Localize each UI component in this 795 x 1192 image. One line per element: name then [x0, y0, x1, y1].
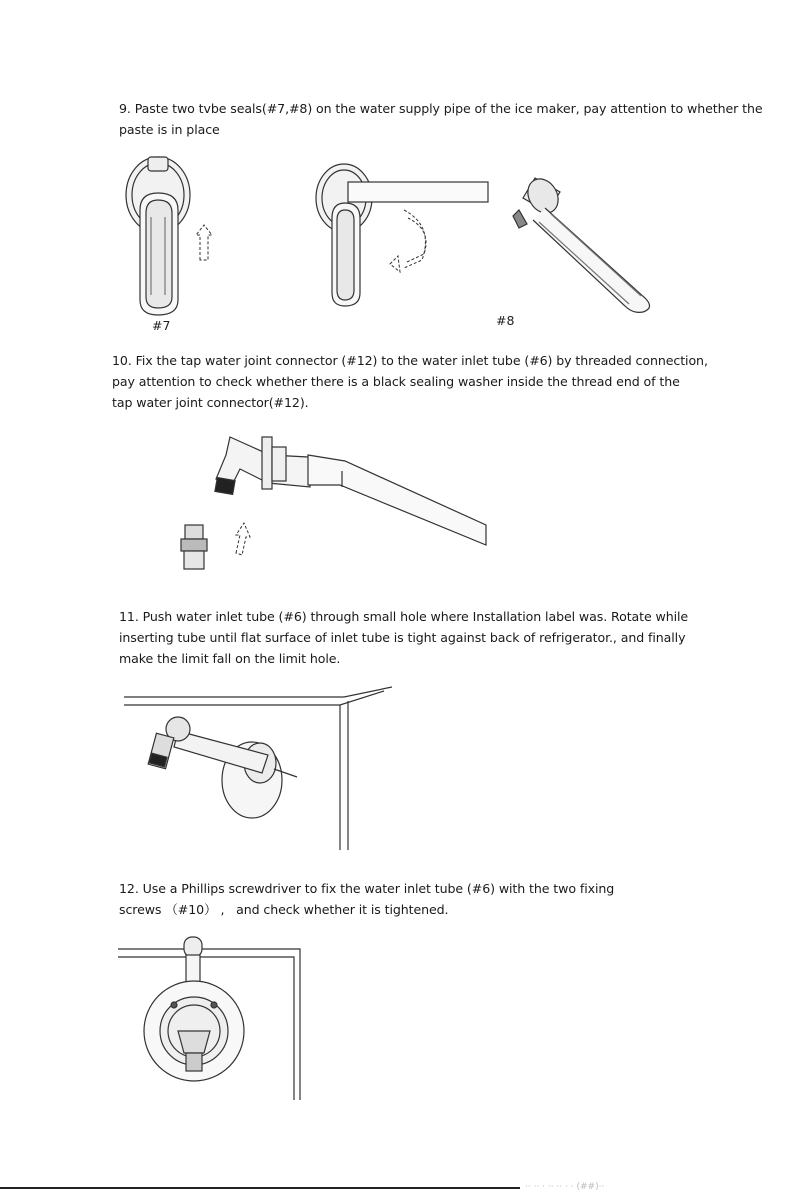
seal-8-label: #8: [496, 313, 515, 328]
screw-fixing-figure: [118, 935, 308, 1100]
seal-8-figure: [505, 170, 675, 315]
step-12-text: [119, 878, 614, 920]
step-11-line-3: make the limit fall on the limit hole.: [119, 651, 341, 666]
inlet-tube-connector-figure: [170, 425, 500, 585]
step-9-line-1: 9. Paste two tvbe seals(#7,#8) on the water supply pipe of the ice maker, pay attention to whether the: [119, 101, 763, 116]
refrigerator-back-inlet-figure: [122, 685, 392, 850]
step-11-line-2: inserting tube until flat surface of inlet tube is tight against back of refrigerator., and finally: [119, 630, 686, 645]
step-12-line-2: screws （#10） , and check whether it is tightened.: [119, 902, 449, 917]
step-10-line-2: pay attention to check whether there is a black sealing washer inside the thread end of the: [112, 374, 680, 389]
step-9-text: [119, 98, 762, 140]
step-12-line-1: 12. Use a Phillips screwdriver to fix the water inlet tube (#6) with the two fixing: [119, 881, 615, 896]
step-11-text: [119, 606, 688, 669]
footer-faint-text: ·· ·· · ·· ·· · · (##)··: [525, 1182, 605, 1192]
step-10-line-1: 10. Fix the tap water joint connector (#12) to the water inlet tube (#6) by threaded connection,: [112, 353, 708, 368]
step-10-text: [112, 350, 708, 413]
step-10-line-3: tap water joint connector(#12).: [112, 395, 309, 410]
step-11-line-1: 11. Push water inlet tube (#6) through small hole where Installation label was. Rotate while: [119, 609, 689, 624]
footer-rule: [0, 1187, 520, 1189]
seal-7-label: #7: [152, 318, 171, 333]
seal-8-install-figure: [312, 168, 492, 313]
step-9-line-2: paste is in place: [119, 122, 220, 137]
seal-7-figure: [118, 155, 228, 330]
